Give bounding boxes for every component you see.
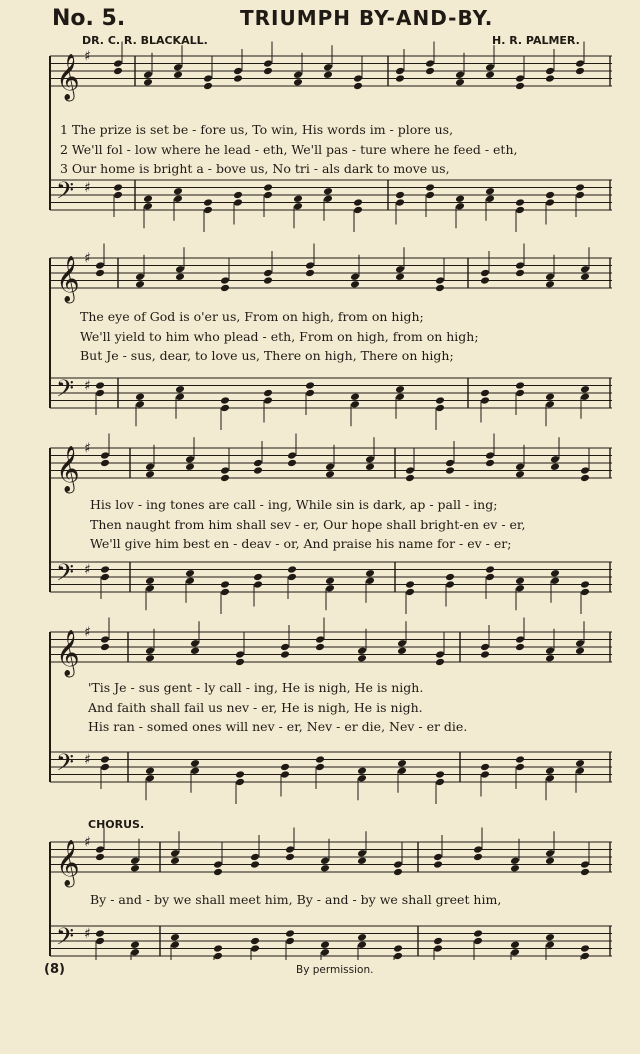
- note-head-icon: [393, 868, 403, 877]
- bass-clef-icon: 𝄢: [56, 748, 75, 782]
- chorus-label: CHORUS.: [88, 818, 145, 831]
- note-head-icon: [357, 933, 367, 942]
- note-head-icon: [473, 937, 483, 946]
- lyrics-block: [90, 890, 638, 910]
- note-head-icon: [95, 929, 105, 938]
- note-head-icon: [130, 940, 140, 949]
- treble-clef-icon: 𝄞: [56, 446, 80, 492]
- key-sharp-icon: ♯: [84, 752, 91, 768]
- lyric-verse-2: And faith shall fail us nev - er, He is nigh, He is nigh.: [88, 699, 423, 715]
- lyricist-credit: DR. C. R. BLACKALL.: [82, 34, 208, 47]
- key-sharp-icon: ♯: [84, 440, 91, 457]
- note-head-icon: [510, 864, 520, 873]
- note-head-icon: [320, 864, 330, 873]
- note-head-icon: [357, 849, 367, 858]
- note-head-icon: [510, 856, 520, 865]
- bass-clef-icon: 𝄢: [56, 922, 75, 956]
- note-head-icon: [357, 940, 367, 949]
- lyric-verse-3: We'll give him best en - deav - or, And praise his name for - ev - er;: [90, 536, 512, 551]
- note-head-icon: [357, 856, 367, 865]
- note-head-icon: [510, 948, 520, 957]
- note-head-icon: [170, 940, 180, 949]
- note-head-icon: [545, 856, 555, 865]
- treble-clef-icon: 𝄞: [56, 256, 80, 302]
- key-sharp-icon: ♯: [84, 926, 91, 942]
- key-sharp-icon: ♯: [84, 562, 91, 578]
- permission-note: By permission.: [296, 964, 374, 976]
- key-sharp-icon: ♯: [84, 624, 91, 641]
- note-head-icon: [250, 860, 260, 869]
- note-head-icon: [250, 853, 260, 862]
- note-head-icon: [250, 937, 260, 946]
- lyric-verse-2: We'll yield to him who plead - eth, From on high, from on high;: [80, 328, 479, 344]
- note-head-icon: [95, 845, 105, 854]
- note-head-icon: [580, 860, 590, 869]
- note-head-icon: [285, 845, 295, 854]
- note-head-icon: [433, 853, 443, 862]
- note-head-icon: [545, 933, 555, 942]
- note-head-icon: [170, 849, 180, 858]
- key-sharp-icon: ♯: [84, 180, 91, 196]
- note-head-icon: [510, 940, 520, 949]
- note-head-icon: [473, 853, 483, 862]
- note-head-icon: [285, 853, 295, 862]
- lyric-verse-3: But Je - sus, dear, to love us, There on high, There on high;: [80, 348, 454, 363]
- note-head-icon: [170, 856, 180, 865]
- lyric-verse-3: His ran - somed ones will nev - er, Nev - er die, Nev - er die.: [88, 719, 468, 734]
- note-head-icon: [320, 856, 330, 865]
- treble-clef-icon: 𝄞: [56, 630, 80, 676]
- note-head-icon: [213, 868, 223, 877]
- note-head-icon: [580, 944, 590, 953]
- note-head-icon: [213, 944, 223, 953]
- lyric-verse-1: The eye of God is o'er us, From on high, from on high;: [80, 309, 424, 324]
- note-head-icon: [580, 952, 590, 960]
- note-head-icon: [393, 944, 403, 953]
- note-head-icon: [433, 944, 443, 953]
- note-head-icon: [250, 944, 260, 953]
- note-head-icon: [393, 860, 403, 869]
- note-head-icon: [285, 929, 295, 938]
- key-sharp-icon: ♯: [84, 250, 91, 267]
- note-head-icon: [130, 864, 140, 873]
- lyric-verse-1: By - and - by we shall meet him, By - and - by we shall greet him,: [90, 892, 502, 907]
- lyric-verse-1: His lov - ing tones are call - ing, While sin is dark, ap - pall - ing;: [90, 497, 498, 512]
- note-head-icon: [545, 849, 555, 858]
- note-head-icon: [170, 933, 180, 942]
- note-head-icon: [130, 948, 140, 957]
- note-head-icon: [473, 845, 483, 854]
- note-head-icon: [473, 929, 483, 938]
- note-head-icon: [320, 940, 330, 949]
- lyric-verse-1: 'Tis Je - sus gent - ly call - ing, He is nigh, He is nigh.: [88, 680, 424, 695]
- bass-clef-icon: 𝄢: [56, 374, 75, 408]
- bass-clef-icon: 𝄢: [56, 558, 75, 592]
- key-sharp-icon: ♯: [84, 834, 91, 851]
- note-head-icon: [320, 948, 330, 957]
- page-number: (8): [44, 962, 65, 977]
- note-head-icon: [433, 860, 443, 869]
- bass-clef-icon: 𝄢: [56, 176, 75, 210]
- note-head-icon: [393, 952, 403, 960]
- treble-clef-icon: 𝄞: [56, 54, 80, 100]
- note-head-icon: [95, 937, 105, 946]
- note-head-icon: [285, 937, 295, 946]
- lyric-verse-1: 1 The prize is set be - fore us, To win, His words im - plore us,: [60, 122, 454, 137]
- lyric-verse-3: 3 Our home is bright a - bove us, No tri - als dark to move us,: [60, 161, 450, 176]
- note-head-icon: [213, 860, 223, 869]
- hymn-number: No. 5.: [52, 6, 126, 31]
- note-head-icon: [213, 952, 223, 960]
- treble-clef-icon: 𝄞: [56, 840, 80, 886]
- note-head-icon: [580, 868, 590, 877]
- hymn-title: TRIUMPH BY-AND-BY.: [240, 6, 494, 30]
- key-sharp-icon: ♯: [84, 48, 91, 65]
- lyric-verse-2: 2 We'll fol - low where he lead - eth, We'll pas - ture where he feed - eth,: [60, 141, 518, 157]
- key-sharp-icon: ♯: [84, 378, 91, 394]
- note-head-icon: [130, 856, 140, 865]
- note-head-icon: [433, 937, 443, 946]
- lyric-verse-2: Then naught from him shall sev - er, Our hope shall bright-en ev - er,: [90, 516, 526, 532]
- note-head-icon: [545, 940, 555, 949]
- note-head-icon: [95, 853, 105, 862]
- composer-credit: H. R. PALMER.: [492, 34, 580, 47]
